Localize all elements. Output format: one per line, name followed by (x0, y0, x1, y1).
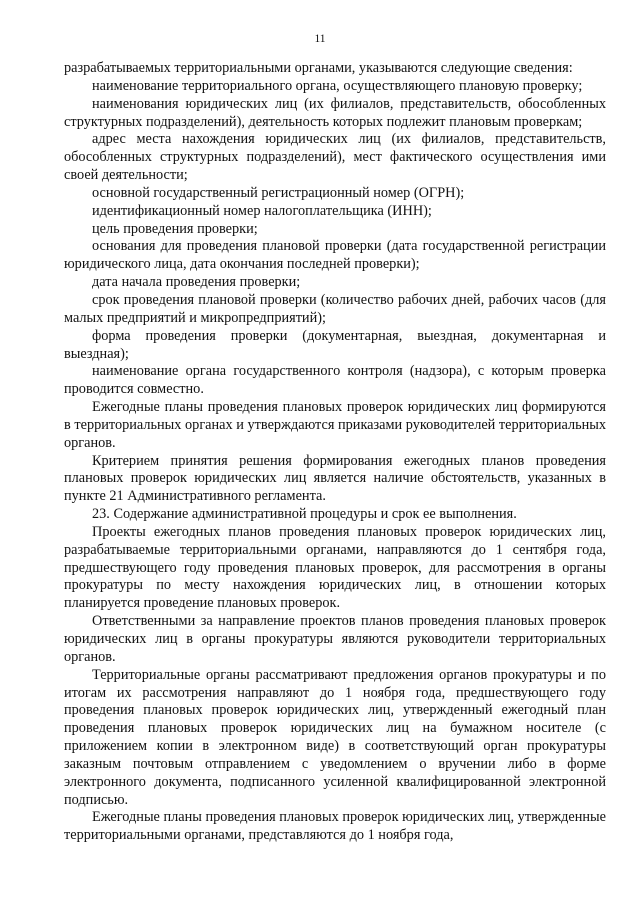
paragraph-draft-plans: Проекты ежегодных планов проведения плановых проверок юридических лиц, разрабатываемые территориальными органами, направляются до 1 сентября года, предшествующего году проведения плановых проверок, для рассмотрения в органы прокуратуры по месту нахождения юридических лиц, в отношении которых планируется проведение плановых проверок. (64, 523, 606, 612)
list-item-legal-entity-names: наименования юридических лиц (их филиалов, представительств, обособленных структурных подразделений), деятельность которых подлежит плановым проверкам; (64, 95, 606, 130)
section-heading-23: 23. Содержание административной процедуры и срок ее выполнения. (92, 506, 517, 523)
list-item-ogrn: основной государственный регистрационный номер (ОГРН); (92, 184, 465, 201)
paragraph-continuation: разрабатываемых территориальными органами, указываются следующие сведения: (64, 60, 573, 76)
list-item-inspection-form: форма проведения проверки (документарная, выездная, документарная и выездная); (64, 327, 606, 362)
list-item-inspection-grounds: основания для проведения плановой проверки (дата государственной регистрации юридического лица, дата окончания последней проверки); (64, 238, 606, 273)
list-item-joint-control-organ: наименование органа государственного контроля (надзора), с которым проверка проводится совместно. (64, 363, 606, 398)
list-item-legal-entity-address: адрес места нахождения юридических лиц (их филиалов, представительств, обособленных структурных подразделений), мест фактического осуществления ими своей деятельности; (64, 131, 606, 184)
list-item-inspection-duration: срок проведения плановой проверки (количество рабочих дней, рабочих часов (для малых предприятий и микропредприятий); (64, 291, 606, 326)
list-item-start-date: дата начала проведения проверки; (92, 274, 301, 291)
paragraph-annual-plans-formation: Ежегодные планы проведения плановых проверок юридических лиц формируются в территориальных органах и утверждаются приказами руководителей территориальных органов. (64, 399, 606, 451)
paragraph-decision-criterion: Критерием принятия решения формирования ежегодных планов проведения плановых проверок юридических лиц является наличие обстоятельств, указанных в пункте 21 Административного регламента. (64, 452, 606, 505)
paragraph-approved-plans: Ежегодные планы проведения плановых проверок юридических лиц, утвержденные территориальными органами, представляются до 1 ноября года, (64, 809, 606, 844)
list-item-inspection-goal: цель проведения проверки; (92, 220, 258, 237)
document-body (64, 60, 606, 845)
list-item-territorial-organ-name: наименование территориального органа, осуществляющего плановую проверку; (92, 77, 583, 94)
list-item-inn: идентификационный номер налогоплательщика (ИНН); (92, 202, 432, 219)
paragraph-responsible-persons: Ответственными за направление проектов планов проведения плановых проверок юридических лиц в органы прокуратуры являются руководители территориальных органов. (64, 613, 606, 665)
page-number: 11 (314, 33, 326, 45)
paragraph-prosecutor-proposals: Территориальные органы рассматривают предложения органов прокуратуры и по итогам их рассмотрения направляют до 1 ноября года, предшествующего году проведения плановых проверок юридических лиц, утвержденный ежегодный план проведения плановых проверок юридических лиц на бумажном носителе (с приложением копии в электронном виде) в соответствующий орган прокуратуры заказным почтовым отправлением с уведомлением о вручении либо в форме электронного документа, подписанного усиленной квалифицированной электронной подписью. (64, 666, 606, 808)
